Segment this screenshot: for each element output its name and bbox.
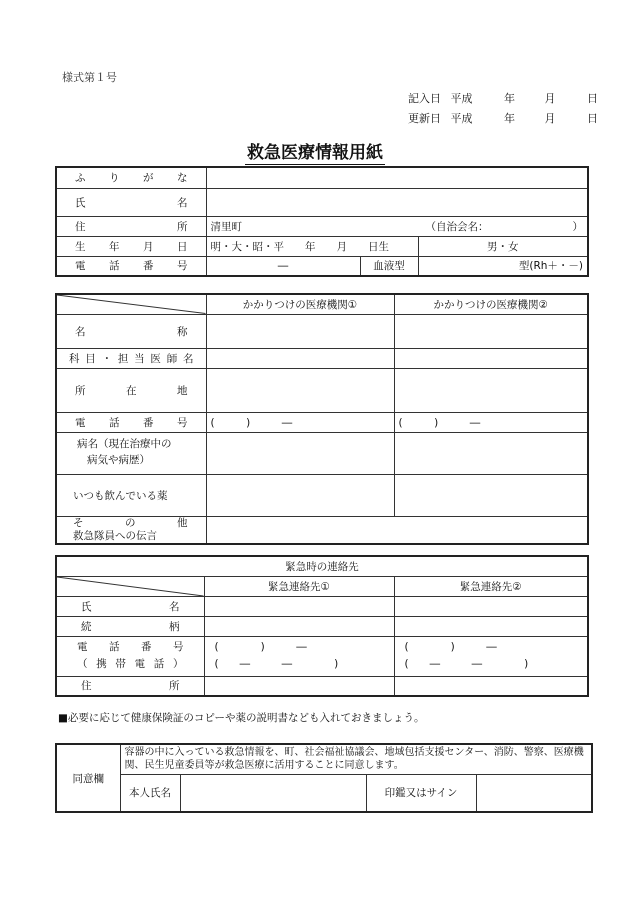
- contact-1-name-field[interactable]: [204, 596, 394, 616]
- consent-text: 容器の中に入っている救急情報を、町、社会福祉協議会、地域包括支援センター、消防、警察、医療機関、民生児童委員等が救急医療に活用することに同意します。: [120, 744, 592, 774]
- birthdate-field[interactable]: 明・大・昭・平 年 月 日生: [206, 236, 418, 256]
- contact-relation-label: 続柄: [56, 616, 204, 636]
- seal-or-sign-label: 印鑑又はサイン: [366, 774, 476, 812]
- contact-1-address-field[interactable]: [204, 676, 394, 696]
- emergency-contacts-header: 緊急時の連絡先: [56, 556, 588, 576]
- contact-1-relation-field[interactable]: [204, 616, 394, 636]
- update-day: 日: [587, 112, 598, 125]
- diagonal-header-cell: [56, 294, 206, 314]
- form-number: 様式第１号: [62, 71, 117, 84]
- department-label: 科目・担当医師名: [56, 348, 206, 368]
- contact-address-label: 住所: [56, 676, 204, 696]
- medical-institution-2-header: かかりつけの医療機関②: [394, 294, 588, 314]
- phone-label: 電話番号: [56, 256, 206, 276]
- blood-type-label: 血液型: [360, 256, 418, 276]
- institution-2-phone-field[interactable]: ( ) ―: [394, 412, 588, 432]
- name-field[interactable]: [206, 188, 588, 216]
- location-label: 所在地: [56, 368, 206, 412]
- consent-table: [55, 743, 593, 813]
- phone-field[interactable]: ―: [206, 256, 360, 276]
- address-value: 清里町: [210, 220, 242, 233]
- furigana-label: ふりがな: [56, 167, 206, 188]
- update-month: 月: [544, 112, 556, 125]
- institution-1-phone-field[interactable]: ( ) ―: [206, 412, 394, 432]
- update-date-line: [408, 110, 598, 126]
- institution-2-medicine-field[interactable]: [394, 474, 588, 516]
- institution-2-location-field[interactable]: [394, 368, 588, 412]
- disease-label: 病名（現在治療中の 病気や病歴）: [56, 432, 206, 474]
- contact-2-name-field[interactable]: [394, 596, 588, 616]
- entry-era: 平成: [450, 92, 473, 105]
- contact-2-relation-field[interactable]: [394, 616, 588, 636]
- medicine-label: いつも飲んでいる薬: [56, 474, 206, 516]
- contact-1-phone-field[interactable]: ( ) ― ( ― ― ): [204, 636, 394, 676]
- address-field[interactable]: [206, 216, 588, 236]
- consent-label: 同意欄: [56, 744, 120, 812]
- medical-institution-1-header: かかりつけの医療機関①: [206, 294, 394, 314]
- contact-phone-label: 電話番号 （携帯電話）: [56, 636, 204, 676]
- institution-1-department-field[interactable]: [206, 348, 394, 368]
- institution-2-disease-field[interactable]: [394, 432, 588, 474]
- institution-phone-label: 電話番号: [56, 412, 206, 432]
- entry-day: 日: [587, 92, 598, 105]
- institution-1-name-field[interactable]: [206, 314, 394, 348]
- seal-or-sign-field[interactable]: [476, 774, 592, 812]
- institution-2-name-field[interactable]: [394, 314, 588, 348]
- furigana-field[interactable]: [206, 167, 588, 188]
- emergency-contact-2-header: 緊急連絡先②: [394, 576, 588, 596]
- entry-year: 年: [504, 92, 515, 105]
- address-label: 住所: [56, 216, 206, 236]
- emergency-contacts-table: [55, 555, 589, 697]
- note-text: ■必要に応じて健康保険証のコピーや薬の説明書なども入れておきましょう。: [58, 712, 425, 724]
- medical-institutions-table: [55, 293, 589, 545]
- diagonal-header-cell-2: [56, 576, 204, 596]
- contact-2-address-field[interactable]: [394, 676, 588, 696]
- person-name-label: 本人氏名: [120, 774, 180, 812]
- other-field[interactable]: [206, 516, 588, 544]
- birthdate-label: 生年月日: [56, 236, 206, 256]
- institution-2-department-field[interactable]: [394, 348, 588, 368]
- institution-1-medicine-field[interactable]: [206, 474, 394, 516]
- name-label: 氏名: [56, 188, 206, 216]
- entry-date-label: 記入日: [408, 92, 441, 105]
- blood-type-field[interactable]: 型(Rh＋・－): [418, 256, 588, 276]
- institution-name-label: 名称: [56, 314, 206, 348]
- other-label: その他 救急隊員への伝言: [56, 516, 206, 544]
- contact-2-phone-field[interactable]: ( ) ― ( ― ― ): [394, 636, 588, 676]
- personal-info-table: [55, 166, 589, 277]
- contact-name-label: 氏名: [56, 596, 204, 616]
- emergency-contact-1-header: 緊急連絡先①: [204, 576, 394, 596]
- person-name-field[interactable]: [180, 774, 366, 812]
- update-date-label: 更新日: [408, 112, 441, 125]
- entry-date-line: [408, 90, 598, 106]
- institution-1-disease-field[interactable]: [206, 432, 394, 474]
- gender-field[interactable]: 男・女: [418, 236, 588, 256]
- page-title: 救急医療情報用紙: [247, 143, 383, 163]
- residents-assoc: （自治会名： ）: [425, 220, 584, 233]
- institution-1-location-field[interactable]: [206, 368, 394, 412]
- update-year: 年: [504, 112, 515, 125]
- update-era: 平成: [450, 112, 473, 125]
- entry-month: 月: [544, 92, 556, 105]
